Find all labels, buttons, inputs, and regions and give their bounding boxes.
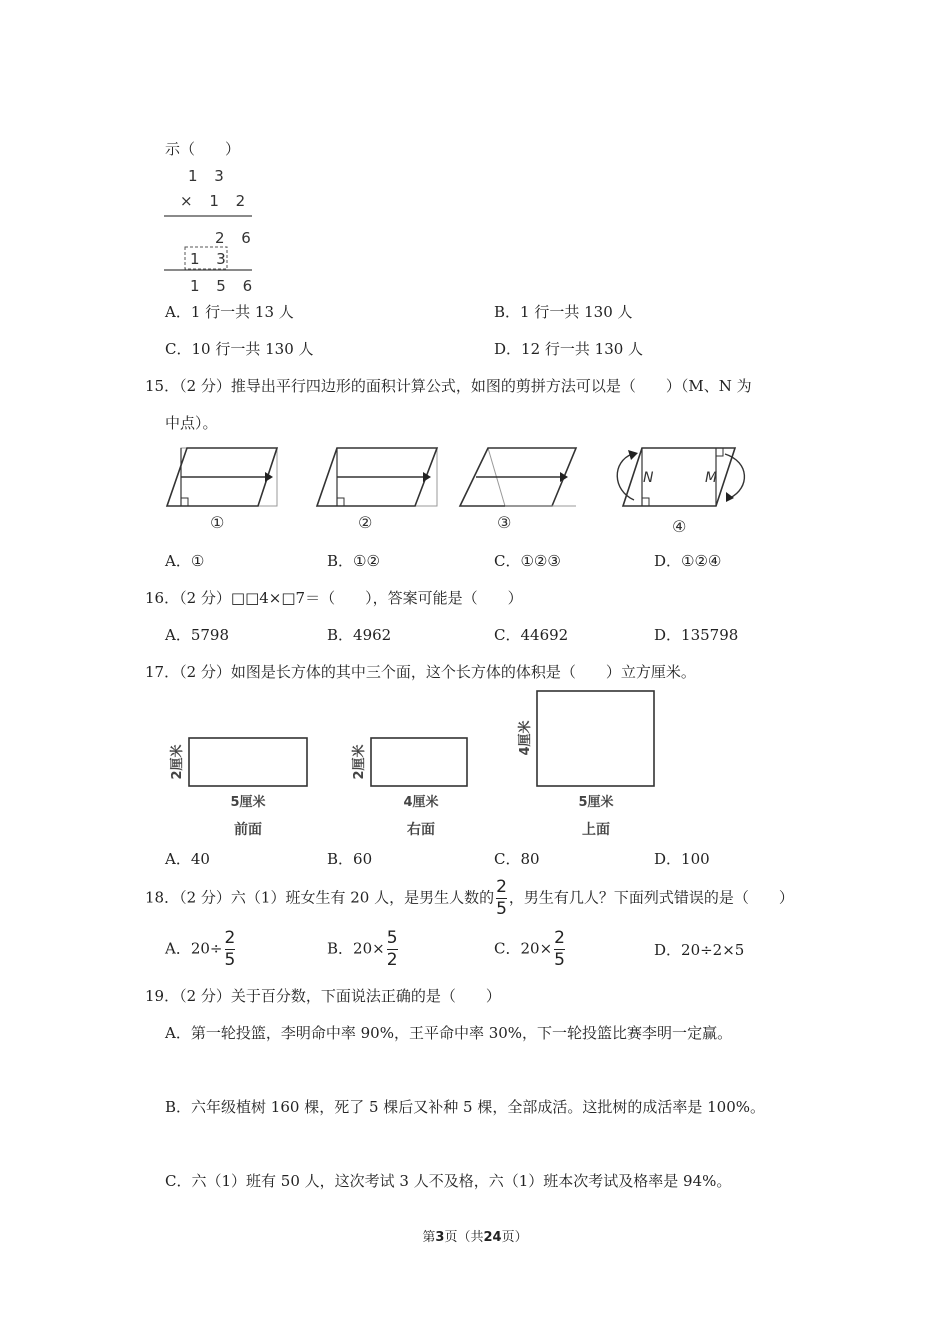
q16-stem: 16．（2 分）□□4×□7＝（ ），答案可能是（ ）: [145, 589, 523, 607]
face-right-name: 右面: [407, 822, 435, 838]
q18-option-a: A．20÷ $\frac{2}{5}$: [165, 928, 236, 970]
q15-option-b: B．①②: [327, 552, 380, 570]
q16-option-a: A．5798: [165, 626, 230, 644]
q15-figure-2: [317, 448, 437, 532]
q18-option-c: C．20× $\frac{2}{5}$: [494, 928, 565, 970]
q16-option-b: B．4962: [327, 626, 392, 644]
q17-option-a: A．40: [165, 850, 210, 868]
point-n-label: N: [643, 470, 654, 486]
page-footer: 第3页（共24页）: [422, 1230, 528, 1245]
q17-face-front: [169, 738, 307, 838]
mult-row5: 1 5 6: [190, 277, 259, 295]
q14-multiplication-figure: [160, 160, 260, 295]
q15-stem-line2: 中点）。: [165, 414, 218, 432]
q14-option-b: B．1 行一共 130 人: [494, 303, 633, 321]
mult-row3: 2 6: [215, 229, 257, 247]
q19-option-b: B．六年级植树 160 棵，死了 5 棵后又补种 5 棵，全部成活。这批树的成活率是 100%。: [165, 1098, 766, 1116]
total-pages-number: 24: [483, 1230, 502, 1245]
figure-label-1: ①: [210, 513, 225, 532]
q16-option-d: D．135798: [654, 626, 739, 644]
face-front-name: 前面: [234, 822, 262, 838]
q19-option-c: C．六（1）班有 50 人，这次考试 3 人不及格，六（1）班本次考试及格率是 94%。: [165, 1172, 732, 1190]
figure-label-3: ③: [497, 513, 512, 532]
q15-parallelograms-figure: [160, 440, 760, 540]
q17-option-b: B．60: [327, 850, 373, 868]
mult-row1: 1 3: [188, 167, 230, 185]
q15-figure-3: [460, 448, 576, 532]
q15-option-c: C．①②③: [494, 552, 561, 570]
q18-stem: 18．（2 分）六（1）班女生有 20 人，是男生人数的 $\frac{2}{5}$ ，男生有几人？下面列式错误的是（ ）: [145, 877, 794, 919]
q14-option-d: D．12 行一共 130 人: [494, 340, 644, 358]
q19-stem: 19．（2 分）关于百分数，下面说法正确的是（ ）: [145, 987, 501, 1005]
q19-option-a: A．第一轮投篮，李明命中率 90%，王平命中率 30%，下一轮投篮比赛李明一定赢。: [165, 1024, 733, 1042]
q18-option-b: B．20× $\frac{5}{2}$: [327, 928, 398, 970]
q17-option-c: C．80: [494, 850, 540, 868]
mult-row2: × 1 2: [180, 192, 252, 210]
face-right-bottom-label: 4厘米: [403, 795, 439, 810]
q14-stem-tail: 示（ ）: [165, 140, 241, 158]
figure-label-2: ②: [358, 513, 373, 532]
q17-faces-figure: [160, 686, 680, 842]
q15-option-a: A．①: [165, 552, 205, 570]
face-top-side-label: 4厘米: [518, 720, 533, 756]
point-m-label: M: [705, 470, 718, 486]
face-right-side-label: 2厘米: [352, 744, 367, 780]
figure-label-4: ④: [672, 517, 687, 536]
current-page-number: 3: [435, 1230, 445, 1245]
q15-figure-4: [617, 448, 744, 536]
q15-stem-line1: 15．（2 分）推导出平行四边形的面积计算公式，如图的剪拼方法可以是（ ）（M、N 为: [145, 377, 752, 395]
q18-option-d: D．20÷2×5: [654, 941, 745, 959]
face-top-bottom-label: 5厘米: [578, 795, 614, 810]
q15-option-d: D．①②④: [654, 552, 722, 570]
q17-stem: 17．（2 分）如图是长方体的其中三个面，这个长方体的体积是（ ）立方厘米。: [145, 663, 696, 681]
face-front-side-label: 2厘米: [170, 744, 185, 780]
q17-option-d: D．100: [654, 850, 710, 868]
q14-option-c: C．10 行一共 130 人: [165, 340, 314, 358]
q18-stem-fraction: $\frac{2}{5}$: [496, 877, 507, 919]
face-front-bottom-label: 5厘米: [230, 795, 266, 810]
q14-option-a: A．1 行一共 13 人: [165, 303, 294, 321]
q15-figure-1: [167, 448, 277, 532]
q16-option-c: C．44692: [494, 626, 569, 644]
face-top-name: 上面: [582, 822, 610, 838]
q17-face-top: [517, 691, 654, 838]
q17-face-right: [351, 738, 467, 838]
mult-row4: 1 3: [190, 250, 232, 268]
